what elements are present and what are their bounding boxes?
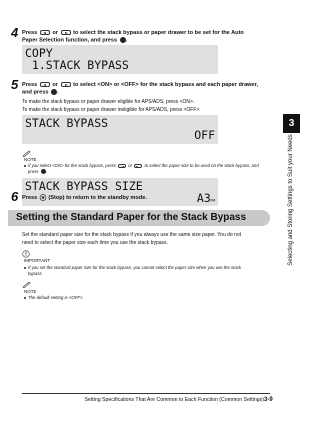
- note-2-text: The default setting is <OFF>.: [28, 295, 84, 300]
- step-4-number: 4: [11, 25, 19, 40]
- lcd-line-1: STACK BYPASS SIZE: [25, 179, 143, 193]
- ok-key-icon: [41, 169, 46, 174]
- left-arrow-key-icon: [40, 30, 50, 35]
- step-4-text-b: or: [52, 30, 58, 36]
- step-6-text-a: Press: [22, 194, 38, 201]
- step-6-text-b: (Stop) to return to the standby mode.: [48, 194, 147, 201]
- step-5-text-b: or: [52, 82, 58, 88]
- step-4-text-c: to select the stack bypass or paper drawer to be set for the Auto: [73, 30, 244, 36]
- stop-key-icon: [39, 194, 47, 201]
- step-6-number: 6: [11, 189, 19, 204]
- step-5-text-d: and press: [22, 89, 49, 96]
- step-4-text-a: Press: [22, 30, 38, 36]
- step-6-instruction: [22, 194, 147, 202]
- note-1-text-b: or: [128, 163, 133, 168]
- lcd-line-2: 1.STACK BYPASS: [25, 58, 129, 72]
- step-5-number: 5: [11, 77, 19, 92]
- step-5-body-2: To make the stack bypass or paper drawer ineligible for APS/ADS, press <OFF>.: [22, 107, 201, 113]
- left-arrow-key-icon: [40, 82, 50, 87]
- note-1-text-a: If you select <ON> for the stack bypass, press: [28, 163, 116, 168]
- note-1-text: If you select <ON> for the stack bypass, press or to select the paper size to be used on the stack bypass, and press .: [28, 163, 259, 174]
- left-arrow-key-icon: [118, 164, 126, 168]
- note-1-text-d: press: [28, 168, 39, 174]
- chapter-side-title: Selecting and Storing Settings to Suit your Needs: [288, 134, 294, 266]
- right-arrow-key-icon: [134, 164, 142, 168]
- note-label: NOTE: [24, 289, 37, 294]
- footer-divider: [22, 393, 270, 394]
- important-text-1: If you set the standard paper size for the stack bypass, you cannot select the paper size when you use the stack: [28, 265, 242, 270]
- note-pencil-icon: [22, 281, 31, 288]
- important-label: IMPORTANT: [24, 258, 51, 263]
- note-pencil-icon: [22, 150, 31, 157]
- chapter-tab: 3: [283, 114, 300, 133]
- right-arrow-key-icon: [61, 30, 71, 35]
- step-4-instruction: Press or to select the stack bypass or paper drawer to be set for the Auto Paper Selection function, and press .: [22, 30, 244, 44]
- lcd-line-2: OFF: [194, 128, 215, 142]
- important-text-2: bypass.: [28, 271, 43, 276]
- bullet: [24, 297, 26, 299]
- bullet: [24, 267, 26, 269]
- footer-text: Setting Specifications That Are Common to Each Function (Common Settings): [84, 397, 264, 403]
- ok-key-icon: [120, 37, 126, 43]
- section-body-2: need to select the paper size each time you use the stack bypass.: [22, 240, 168, 246]
- lcd-line-1: STACK BYPASS: [25, 116, 109, 130]
- step-5-instruction: Press or to select <ON> or <OFF> for the stack bypass and each paper drawer, and press .: [22, 82, 259, 96]
- step-4-text-d: Paper Selection function, and press: [22, 37, 118, 44]
- section-title: Setting the Standard Paper for the Stack Bypass: [8, 210, 270, 226]
- step-5-text-c: to select <ON> or <OFF> for the stack bypass and each paper drawer,: [73, 82, 259, 88]
- bullet: [24, 165, 26, 167]
- lcd-display-stack-bypass: [22, 115, 218, 144]
- lcd-display-copy: [22, 45, 218, 74]
- important-icon: [22, 250, 30, 258]
- note-1-text-c: to select the paper size to be used on the stack bypass, and: [144, 163, 259, 168]
- right-arrow-key-icon: [61, 82, 71, 87]
- page-number: 3-9: [264, 397, 273, 403]
- paper-orientation-icon: ▭: [210, 196, 215, 204]
- section-body-1: Set the standard paper size for the stack bypass if you always use the same size paper. You do not: [22, 232, 242, 238]
- step-5-text-a: Press: [22, 82, 38, 88]
- step-5-body-1: To make the stack bypass or paper drawer eligible for APS/ADS, press <ON>.: [22, 99, 195, 105]
- lcd-line-1: COPY: [25, 46, 53, 60]
- ok-key-icon: [51, 89, 57, 95]
- note-label: NOTE: [24, 157, 37, 162]
- lcd-size-value: A3: [196, 191, 211, 205]
